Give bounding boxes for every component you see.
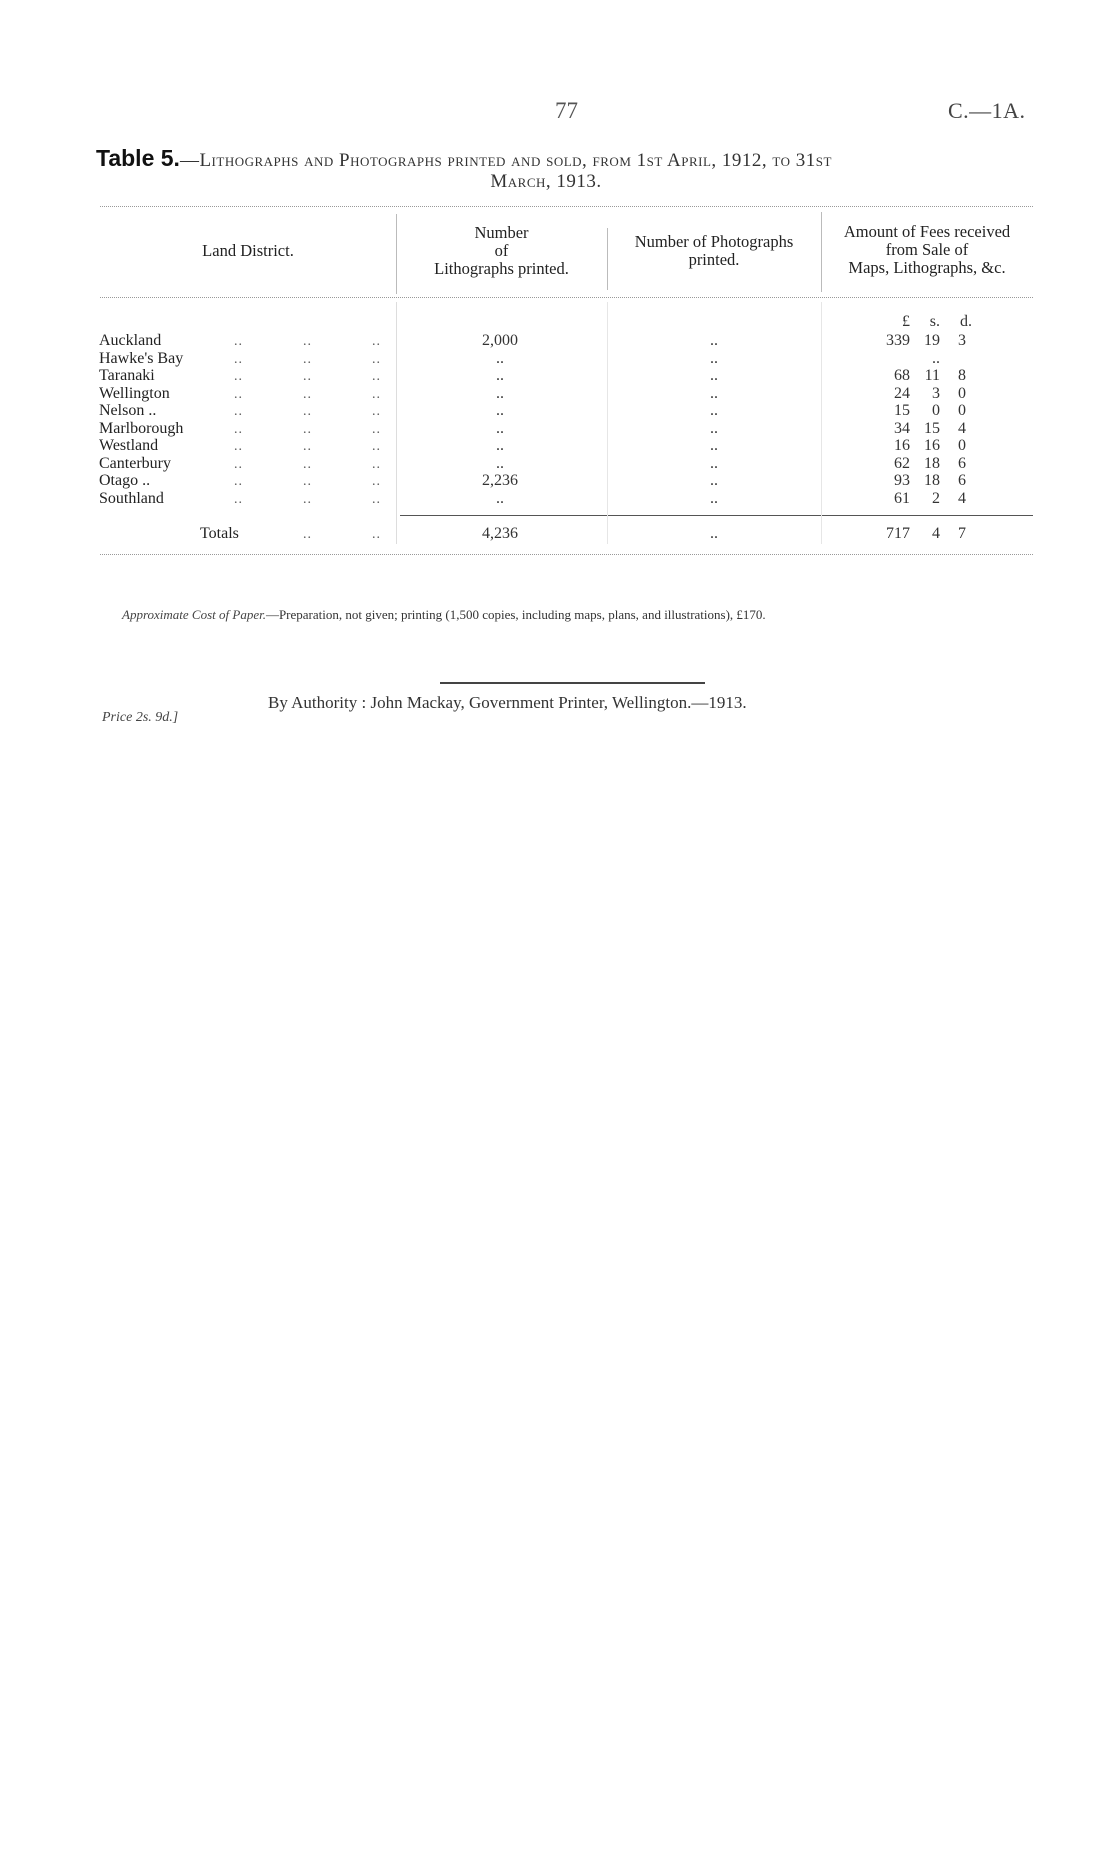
photographs-value: ..: [710, 472, 718, 489]
fees-shillings: 16: [924, 437, 940, 454]
fees-pence: 4: [958, 490, 966, 507]
leader-dots: ..: [234, 404, 243, 419]
fees-shillings: 15: [924, 420, 940, 437]
table-row: [0, 455, 1114, 473]
totals-label: Totals: [200, 525, 239, 542]
leader-dots: ..: [303, 334, 312, 349]
fees-shillings: ..: [932, 350, 940, 367]
lithographs-value: ..: [496, 455, 504, 472]
page-number: 77: [555, 98, 578, 123]
leader-dots: ..: [234, 439, 243, 454]
table-row: [0, 367, 1114, 385]
leader-dots: ..: [372, 492, 381, 507]
leader-dots: ..: [303, 369, 312, 384]
leader-dots: ..: [234, 369, 243, 384]
photographs-value: ..: [710, 490, 718, 507]
fees-pence: 8: [958, 367, 966, 384]
column-header-photographs: Number of Photographs printed.: [634, 232, 794, 269]
photographs-value: ..: [710, 367, 718, 384]
table-top-rule: [100, 206, 1033, 207]
fees-pounds: 93: [894, 472, 910, 489]
fees-pounds: 16: [894, 437, 910, 454]
photographs-value: ..: [710, 332, 718, 349]
fees-pence: 0: [958, 385, 966, 402]
totals-pounds: 717: [886, 525, 910, 542]
district-name: Wellington: [99, 385, 170, 402]
column-header-fees: Amount of Fees received from Sale of Maps, Lithographs, &c.: [843, 222, 1011, 277]
column-header-lithographs: Number of Lithographs printed.: [434, 223, 569, 278]
fees-pounds: 61: [894, 490, 910, 507]
leader-dots: ..: [372, 457, 381, 472]
table-row: [0, 350, 1114, 368]
totals-row: [0, 525, 1114, 543]
table-row: [0, 472, 1114, 490]
lithographs-value: ..: [496, 437, 504, 454]
leader-dots: ..: [234, 387, 243, 402]
fees-shillings: 3: [932, 385, 940, 402]
fees-shillings: 19: [924, 332, 940, 349]
fees-shillings: 18: [924, 472, 940, 489]
fees-pounds: 15: [894, 402, 910, 419]
district-name: Otago ..: [99, 472, 151, 489]
table-row: [0, 437, 1114, 455]
table-number: Table 5.: [96, 145, 180, 171]
currency-shillings: s.: [929, 313, 940, 330]
fees-pounds: 62: [894, 455, 910, 472]
leader-dots: ..: [303, 422, 312, 437]
caption-title-line2: March, 1913.: [490, 171, 602, 192]
lithographs-value: ..: [496, 367, 504, 384]
fees-shillings: 0: [932, 402, 940, 419]
leader-dots: ..: [303, 439, 312, 454]
fees-pounds: 34: [894, 420, 910, 437]
table-bottom-rule: [100, 554, 1033, 555]
column-header-district: Land District.: [202, 241, 294, 260]
lithographs-value: 2,236: [482, 472, 518, 489]
photographs-value: ..: [710, 350, 718, 367]
photographs-value: ..: [710, 402, 718, 419]
leader-dots: ..: [372, 404, 381, 419]
leader-dots: ..: [372, 334, 381, 349]
leader-dots: ..: [234, 422, 243, 437]
currency-pounds: £: [902, 313, 910, 330]
leader-dots: ..: [303, 474, 312, 489]
header-bottom-rule: [100, 297, 1033, 298]
currency-pence: d.: [960, 313, 972, 330]
leader-dots: ..: [303, 404, 312, 419]
leader-dots: ..: [234, 352, 243, 367]
caption-title-line1: —Lithographs and Photographs printed and sold, from 1st April, 1912, to 31st: [179, 150, 832, 171]
fees-pounds: 68: [894, 367, 910, 384]
leader-dots: ..: [372, 387, 381, 402]
district-name: Westland: [99, 437, 159, 454]
price-line: Price 2s. 9d.]: [102, 710, 179, 725]
photographs-value: ..: [710, 437, 718, 454]
fees-pence: 6: [958, 472, 966, 489]
leader-dots: ..: [303, 527, 312, 542]
leader-dots: ..: [372, 527, 381, 542]
fees-pence: 3: [958, 332, 966, 349]
leader-dots: ..: [372, 422, 381, 437]
fees-pence: 0: [958, 437, 966, 454]
totals-rule: [400, 515, 1033, 516]
table-row: [0, 385, 1114, 403]
leader-dots: ..: [303, 352, 312, 367]
totals-lithographs: 4,236: [482, 525, 518, 542]
fees-pence: 4: [958, 420, 966, 437]
leader-dots: ..: [303, 457, 312, 472]
leader-dots: ..: [234, 474, 243, 489]
photographs-value: ..: [710, 385, 718, 402]
lithographs-value: ..: [496, 385, 504, 402]
table-row: [0, 420, 1114, 438]
leader-dots: ..: [303, 387, 312, 402]
district-name: Southland: [99, 490, 164, 507]
note-text: —Preparation, not given; printing (1,500 copies, including maps, plans, and illustrations), £170.: [265, 607, 766, 622]
printer-imprint: By Authority : John Mackay, Government Printer, Wellington.—1913.: [268, 693, 747, 712]
leader-dots: ..: [372, 369, 381, 384]
fees-shillings: 11: [924, 367, 940, 384]
lithographs-value: ..: [496, 402, 504, 419]
fees-pounds: 339: [886, 332, 910, 349]
totals-photographs: ..: [710, 525, 718, 542]
leader-dots: ..: [303, 492, 312, 507]
table-row: [0, 490, 1114, 508]
paper-cost-note: [122, 607, 766, 623]
fees-pence: 6: [958, 455, 966, 472]
table-caption: [96, 145, 1036, 192]
district-name: Canterbury: [99, 455, 171, 472]
fees-shillings: 2: [932, 490, 940, 507]
photographs-value: ..: [710, 455, 718, 472]
district-name: Nelson ..: [99, 402, 157, 419]
lithographs-value: ..: [496, 350, 504, 367]
district-name: Marlborough: [99, 420, 184, 437]
leader-dots: ..: [372, 352, 381, 367]
leader-dots: ..: [372, 439, 381, 454]
footer-rule: [440, 682, 705, 684]
leader-dots: ..: [234, 492, 243, 507]
photographs-value: ..: [710, 420, 718, 437]
document-code: C.—1A.: [948, 98, 1026, 123]
totals-shillings: 4: [932, 525, 940, 542]
fees-pence: 0: [958, 402, 966, 419]
leader-dots: ..: [234, 334, 243, 349]
leader-dots: ..: [234, 457, 243, 472]
leader-dots: ..: [372, 474, 381, 489]
table-row: [0, 332, 1114, 350]
note-label: Approximate Cost of Paper.: [122, 607, 266, 622]
district-name: Hawke's Bay: [99, 350, 184, 367]
totals-pence: 7: [958, 525, 966, 542]
table-row: [0, 402, 1114, 420]
lithographs-value: ..: [496, 490, 504, 507]
district-name: Auckland: [99, 332, 162, 349]
fees-pounds: 24: [894, 385, 910, 402]
district-name: Taranaki: [99, 367, 155, 384]
lithographs-value: ..: [496, 420, 504, 437]
fees-shillings: 18: [924, 455, 940, 472]
lithographs-value: 2,000: [482, 332, 518, 349]
